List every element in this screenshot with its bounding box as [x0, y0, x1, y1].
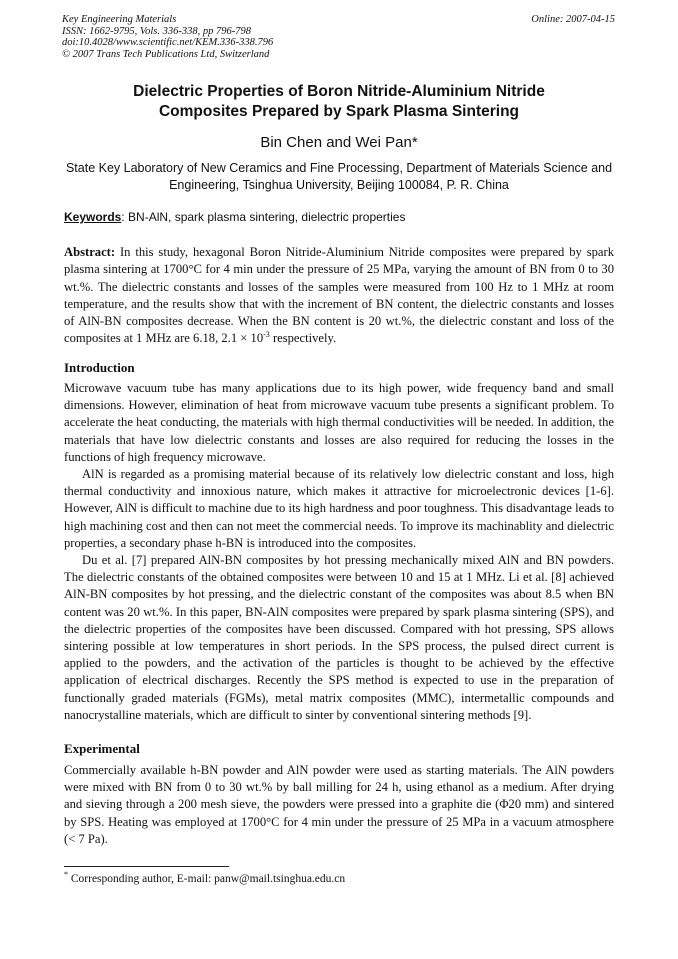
abstract-text: In this study, hexagonal Boron Nitride-Aluminium Nitride composites were prepared by spark plasma sintering at 1700°C for 4 min under the pressure of 25 MPa, varying the amount of BN from 0 to 30 wt.%. The dielectric constants and losses of the samples were measured from 100 Hz to 1 MHz at room temperature, and the results show that with the increment of BN content, the dielectric constants and losses of AlN-BN composites decrease. When the BN content is 20 wt.%, the dielectric constant and loss of the composites at 1 MHz are 6.18, 2.1 × 10	[64, 245, 614, 346]
intro-paragraph-3: Du et al. [7] prepared AlN-BN composites by hot pressing mechanically mixed AlN and BN powders. The dielectric constants of the obtained composites were between 10 and 15 at 1 MHz. Li et al. [8] achieved AlN-BN composites by hot pressing, and the dielectric constant of the composites was about 8.5 when BN content was 20 wt.%. In this paper, BN-AlN composites were prepared by spark plasma sintering (SPS), and the dielectric properties of the composites have been discussed. Compared with hot pressing, SPS allows sintering possible at low temperatures in short periods. In the SPS process, the pulsed direct current is applied to the powders, and the activation of the particles is thought to be achieved by the effective application of electrical discharges. Recently the SPS method is expected to use in the preparation of functionally graded materials (FGMs), metal matrix composites (MMC), intermetallic compounds and nanocrystalline materials, which are difficult to sinter by conventional sintering methods [9].	[64, 553, 614, 722]
intro-paragraph-2: AlN is regarded as a promising material because of its relatively low dielectric constant and loss, high thermal conductivity and innoxious nature, which makes it attractive for microelectronic devices [1-6]. However, AlN is difficult to machine due to its high hardness and poor toughness. This disadvantage leads to high machining cost and then can not meet the commercial needs. To improve its machinablity and dielectric properties, a secondary phase h-BN is introduced into the composites.	[64, 467, 614, 550]
keywords-label: Keywords	[64, 210, 122, 224]
copyright-line: © 2007 Trans Tech Publications Ltd, Switzerland	[62, 48, 270, 60]
introduction-heading: Introduction	[64, 360, 135, 375]
abstract	[64, 244, 614, 348]
title-line-2: Composites Prepared by Spark Plasma Sintering	[158, 103, 520, 120]
online-date: Online: 2007-04-15	[531, 14, 615, 25]
keywords-text: : BN-AlN, spark plasma sintering, dielectric properties	[121, 210, 406, 224]
journal-name: Key Engineering Materials	[62, 14, 177, 25]
keywords	[64, 210, 405, 224]
footnote-text: Corresponding author, E-mail: panw@mail.tsinghua.edu.cn	[68, 873, 346, 885]
abstract-exponent: -3	[263, 330, 270, 340]
abstract-end: respectively.	[269, 331, 337, 346]
authors: Bin Chen and Wei Pan*	[260, 134, 418, 151]
footnote-mark: *	[64, 870, 68, 880]
doi-line: doi:10.4028/www.scientific.net/KEM.336-338.796	[62, 37, 274, 48]
paper-title	[40, 82, 638, 122]
intro-paragraph-1: Microwave vacuum tube has many applications due to its high power, wide frequency band and small dimensions. However, elimination of heat from microwave vacuum tube presents a significant problem. To accelerate the heat conducting, the materials with high thermal conductivities will be needed. In addition, the materials that have low dielectric constants and losses are also required for reducing the losses in the functions of high frequency microwave.	[64, 381, 614, 464]
title-line-1: Dielectric Properties of Boron Nitride-Aluminium Nitride	[133, 83, 545, 100]
affiliation: State Key Laboratory of New Ceramics and Fine Processing, Department of Materials Science and Engineering, Tsinghua University, Beijing 100084, P. R. China	[65, 161, 613, 192]
issn-line: ISSN: 1662-9795, Vols. 336-338, pp 796-798	[62, 25, 251, 37]
footnote-rule	[64, 866, 229, 867]
journal-meta	[62, 14, 273, 60]
experimental-paragraph-1: Commercially available h-BN powder and AlN powder were used as starting materials. The AlN powders were mixed with BN from 0 to 30 wt.% by ball milling for 24 h, using ethanol as a medium. After drying and sieving through a 200 mesh sieve, the powders were pressed into a graphite die (Φ20 mm) and sintered by SPS. Heating was employed at 1700°C for 4 min under the pressure of 25 MPa in a vacuum atmosphere (< 7 Pa).	[64, 763, 614, 846]
abstract-label: Abstract:	[64, 245, 116, 259]
footnote	[64, 870, 346, 885]
experimental-heading: Experimental	[64, 741, 140, 756]
